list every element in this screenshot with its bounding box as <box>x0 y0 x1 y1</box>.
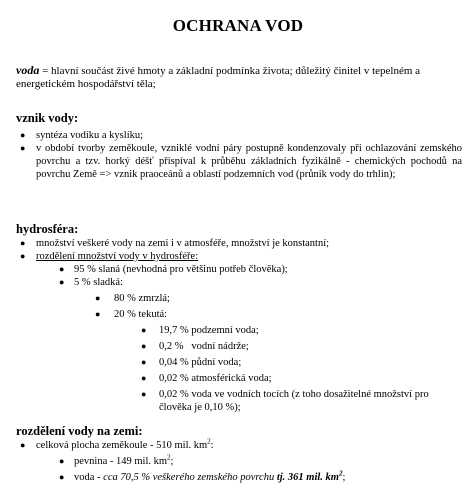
list-item: ● 20 % tekutá: <box>95 309 168 320</box>
bullet-icon: ● <box>20 130 26 140</box>
list-item: ● pevnina - 149 mil. $km^2$; <box>59 453 174 467</box>
bullet-icon: ● <box>59 277 65 287</box>
heading-rozdeleni-vody: rozdělení vody na zemi: <box>16 424 143 438</box>
bullet-icon: ● <box>141 325 147 335</box>
intro-definition: = hlavní součást živé hmoty a základní podmínka života; důležitý činitel v tepelném a energetickém hospodářství těla; <box>16 65 421 90</box>
list-item: ● rozdělení množství vody v hydrosféře: <box>20 251 199 262</box>
list-item: ● 5 % sladká: <box>59 277 123 288</box>
bullet-icon: ● <box>141 341 147 351</box>
intro-term: voda <box>16 63 40 77</box>
bullet-icon: ● <box>20 251 26 261</box>
list-item: ● 0,02 % voda ve vodních tocích (z toho dosažitelné množství pro člověka je 0,10 %); <box>141 389 429 413</box>
list-item: ● voda - cca 70,5 % veškerého zemského povrchu tj. 361 mil. $km^2$; <box>59 469 346 483</box>
bullet-icon: ● <box>95 309 101 319</box>
list-item: ● 80 % zmrzlá; <box>95 293 170 304</box>
list-vznik-vody <box>0 129 476 181</box>
bullet-icon: ● <box>95 293 101 303</box>
bullet-icon: ● <box>141 389 147 399</box>
heading-vznik-vody: vznik vody: <box>16 111 79 125</box>
list-hydrosfera <box>0 237 476 414</box>
list-item: ● 0,02 % atmosférická voda; <box>141 373 272 384</box>
bullet-icon: ● <box>141 373 147 383</box>
list-item: ● v období tvorby zeměkoule, vzniklé vodní páry postupně kondenzovaly při ochlazování zemského povrchu a tzv. horký déšť přispíval k průběhu základních fyzikálně - chemických pochodů na povrchu Země => vznik praoceánů a oblastí podzemních vod (průnik vody do trhlin); <box>20 143 462 180</box>
bullet-icon: ● <box>20 440 26 450</box>
bullet-icon: ● <box>59 472 65 482</box>
list-item: ● 0,04 % půdní voda; <box>141 357 242 368</box>
bullet-icon: ● <box>59 264 65 274</box>
page-title: OCHRANA VOD <box>172 16 304 35</box>
list-item: ● množství veškeré vody na zemi i v atmosféře, množství je konstantní; <box>20 238 330 249</box>
intro-paragraph <box>16 64 464 91</box>
list-item: ● 0,2 % vodní nádrže; <box>141 341 249 352</box>
heading-hydrosfera: hydrosféra: <box>16 222 79 236</box>
list-item: ● 95 % slaná (nevhodná pro většinu potřeb člověka); <box>59 264 288 275</box>
list-item: ● 19,7 % podzemní voda; <box>141 325 259 336</box>
bullet-icon: ● <box>59 456 65 466</box>
bullet-icon: ● <box>141 357 147 367</box>
bullet-icon: ● <box>20 143 26 153</box>
list-item: ● syntéza vodíku a kyslíku; <box>20 130 144 141</box>
bullet-icon: ● <box>20 238 26 248</box>
list-item: ● celková plocha zeměkoule - 510 mil. $km^2$: <box>20 437 214 451</box>
list-rozdeleni-vody <box>0 439 476 484</box>
